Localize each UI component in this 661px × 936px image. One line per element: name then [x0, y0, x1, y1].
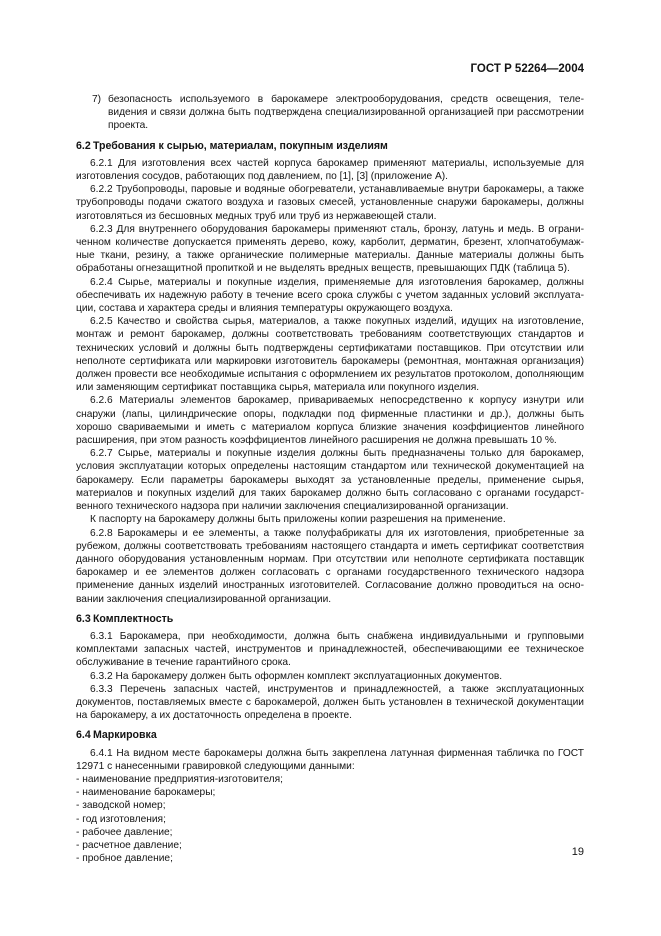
list-item: - наименование предприятия-изготовителя; — [76, 773, 283, 785]
page-number: 19 — [571, 846, 584, 858]
paragraph-6-3-2: 6.3.2 На барокамеру должен быть оформлен комплект эксплуатационных документов. — [90, 670, 503, 682]
paragraph-6-2-4: 6.2.4 Сырье, материалы и покупные изделия, применяемые для изготовления барокамер, должны обеспечивать их надежную работу в течение всего срока службы с учетом заданных условий эксплуатации, состава и характера среды и влияния температуры окружающего воздуха. — [76, 276, 584, 315]
section-title: Требования к сырью, материалам, покупным изделиям — [92, 139, 388, 152]
paragraph-6-3-1: 6.3.1 Барокамера, при необходимости, должна быть снабжена индивидуальными и групповыми комплектами запасных частей, инструментов и принадлежностей, обеспечивающими ее техническое обслуживание в течение гарантийного срока. — [76, 630, 584, 669]
paragraph-6-2-1: 6.2.1 Для изготовления всех частей корпуса барокамер применяют материалы, используемые для изготовления сосудов, работающих под давлением, по [1], [3] (приложение А). — [76, 157, 584, 183]
paragraph-6-2-2: 6.2.2 Трубопроводы, паровые и водяные обогреватели, устанавливаемые внутри барокамеры, а также трубопроводы подачи сжатого воздуха и газовых смесей, установленные снаружи барокамеры, должны изготовляться из бесшовных медных труб или труб из нержавеющей стали. — [76, 184, 584, 222]
paragraph-6-2-7-passport: К паспорту на барокамеру должны быть приложены копии разрешения на применение. — [90, 514, 506, 526]
section-heading-6-3 — [76, 613, 584, 626]
list-item: - расчетное давление; — [76, 839, 182, 851]
item-text: безопасность используемого в барокамере электрооборудования, средств освещения, телевидения и связи должна быть подтверждена специализированной организацией при рассмотрении проекта. — [108, 94, 584, 132]
paragraph-6-2-5: 6.2.5 Качество и свойства сырья, материалов, а также покупных изделий, идущих на изготовление, монтаж и ремонт барокамер, должны соответствовать требованиям соответствующих стандартов и технических условий и должны быть подтверждены сертификатами поставщиков. При отсутствии или неполноте сертификата или маркировки изготовитель барокамеры (ремонтная, монтажная организация) должен провести все необходимые испытания с оформлением их результатов протоколом, дополняющим или заменяющим сертификат поставщика сырья, материала или покупного изделия. — [76, 316, 584, 394]
section-heading-6-4 — [76, 729, 584, 742]
list-item: - рабочее давление; — [76, 826, 173, 838]
paragraph-6-4-1: 6.4.1 На видном месте барокамеры должна быть закреплена латунная фирменная табличка по ГОСТ 12971 с нанесенными гравировкой следующими данными: — [76, 747, 584, 772]
list-item: - год изготовления; — [76, 813, 166, 825]
section-heading-6-2 — [76, 140, 584, 153]
standard-header: ГОСТ Р 52264—2004 — [470, 63, 584, 75]
list-item-7 — [76, 93, 584, 133]
section-number: 6.4 — [76, 729, 91, 742]
list-item: - пробное давление; — [76, 853, 173, 865]
page-content — [76, 93, 584, 865]
list-item: - заводской номер; — [76, 800, 166, 812]
paragraph-6-2-6: 6.2.6 Материалы элементов барокамер, привариваемых непосредственно к корпусу изнутри или снаружи (лапы, цилиндрические опоры, подкладки под фирменные пластинки и др.), должны быть хорошо свариваемыми и иметь с материалом корпуса близкие значения коэффициентов линейного расширения, при этом разность коэффициентов линейного расширения не должна превышать 10 %. — [76, 395, 584, 447]
section-title: Комплектность — [92, 612, 174, 625]
list-item: - наименование барокамеры; — [76, 787, 216, 799]
item-number: 7) — [92, 94, 102, 105]
paragraph-6-3-3: 6.3.3 Перечень запасных частей, инструментов и принадлежностей, а также эксплуатационных документов, поставляемых вместе с барокамерой, должен быть установлен в технической документации на барокамеру, а их достаточность определена в проекте. — [76, 683, 584, 722]
section-title: Маркировка — [92, 729, 157, 742]
paragraph-6-2-7: 6.2.7 Сырье, материалы и покупные изделия должны быть предназначены только для барокамер, условия эксплуатации которых определены настоящим стандартом или технической документацией на барокамеру. Если параметры барокамеры выходят за установленные пределы, применение сырья, материалов и покупных изделий для таких барокамер должно быть согласовано с органами государственного технического надзора при наличии заключения специализированной организации. — [76, 448, 584, 513]
paragraph-6-2-8: 6.2.8 Барокамеры и ее элементы, а также полуфабрикаты для их изготовления, приобретенные за рубежом, должны соответствовать требованиям настоящего стандарта и иметь сертификат соответствия данного оборудования установленным нормам. При отсутствии или неполноте сертификата поставщик барокамер и ее элементов должен согласовать с органами государственного технического надзора применение данных изделий иностранных изготовителей. Согласование должно проводиться на основании заключения специализированной организации. — [76, 527, 584, 605]
section-number: 6.3 — [76, 612, 91, 625]
section-number: 6.2 — [76, 139, 91, 152]
paragraph-6-2-3: 6.2.3 Для внутреннего оборудования барокамеры применяют сталь, бронзу, латунь и медь. В ограниченном количестве допускается применять дерево, кожу, карболит, дерматин, брезент, хлопчатобумажные ткани, резину, а также органические полимерные материалы. Данные материалы должны быть обработаны огнезащитной пропиткой и не выделять вредных веществ, превышающих ПДК (таблица 5). — [76, 223, 584, 275]
